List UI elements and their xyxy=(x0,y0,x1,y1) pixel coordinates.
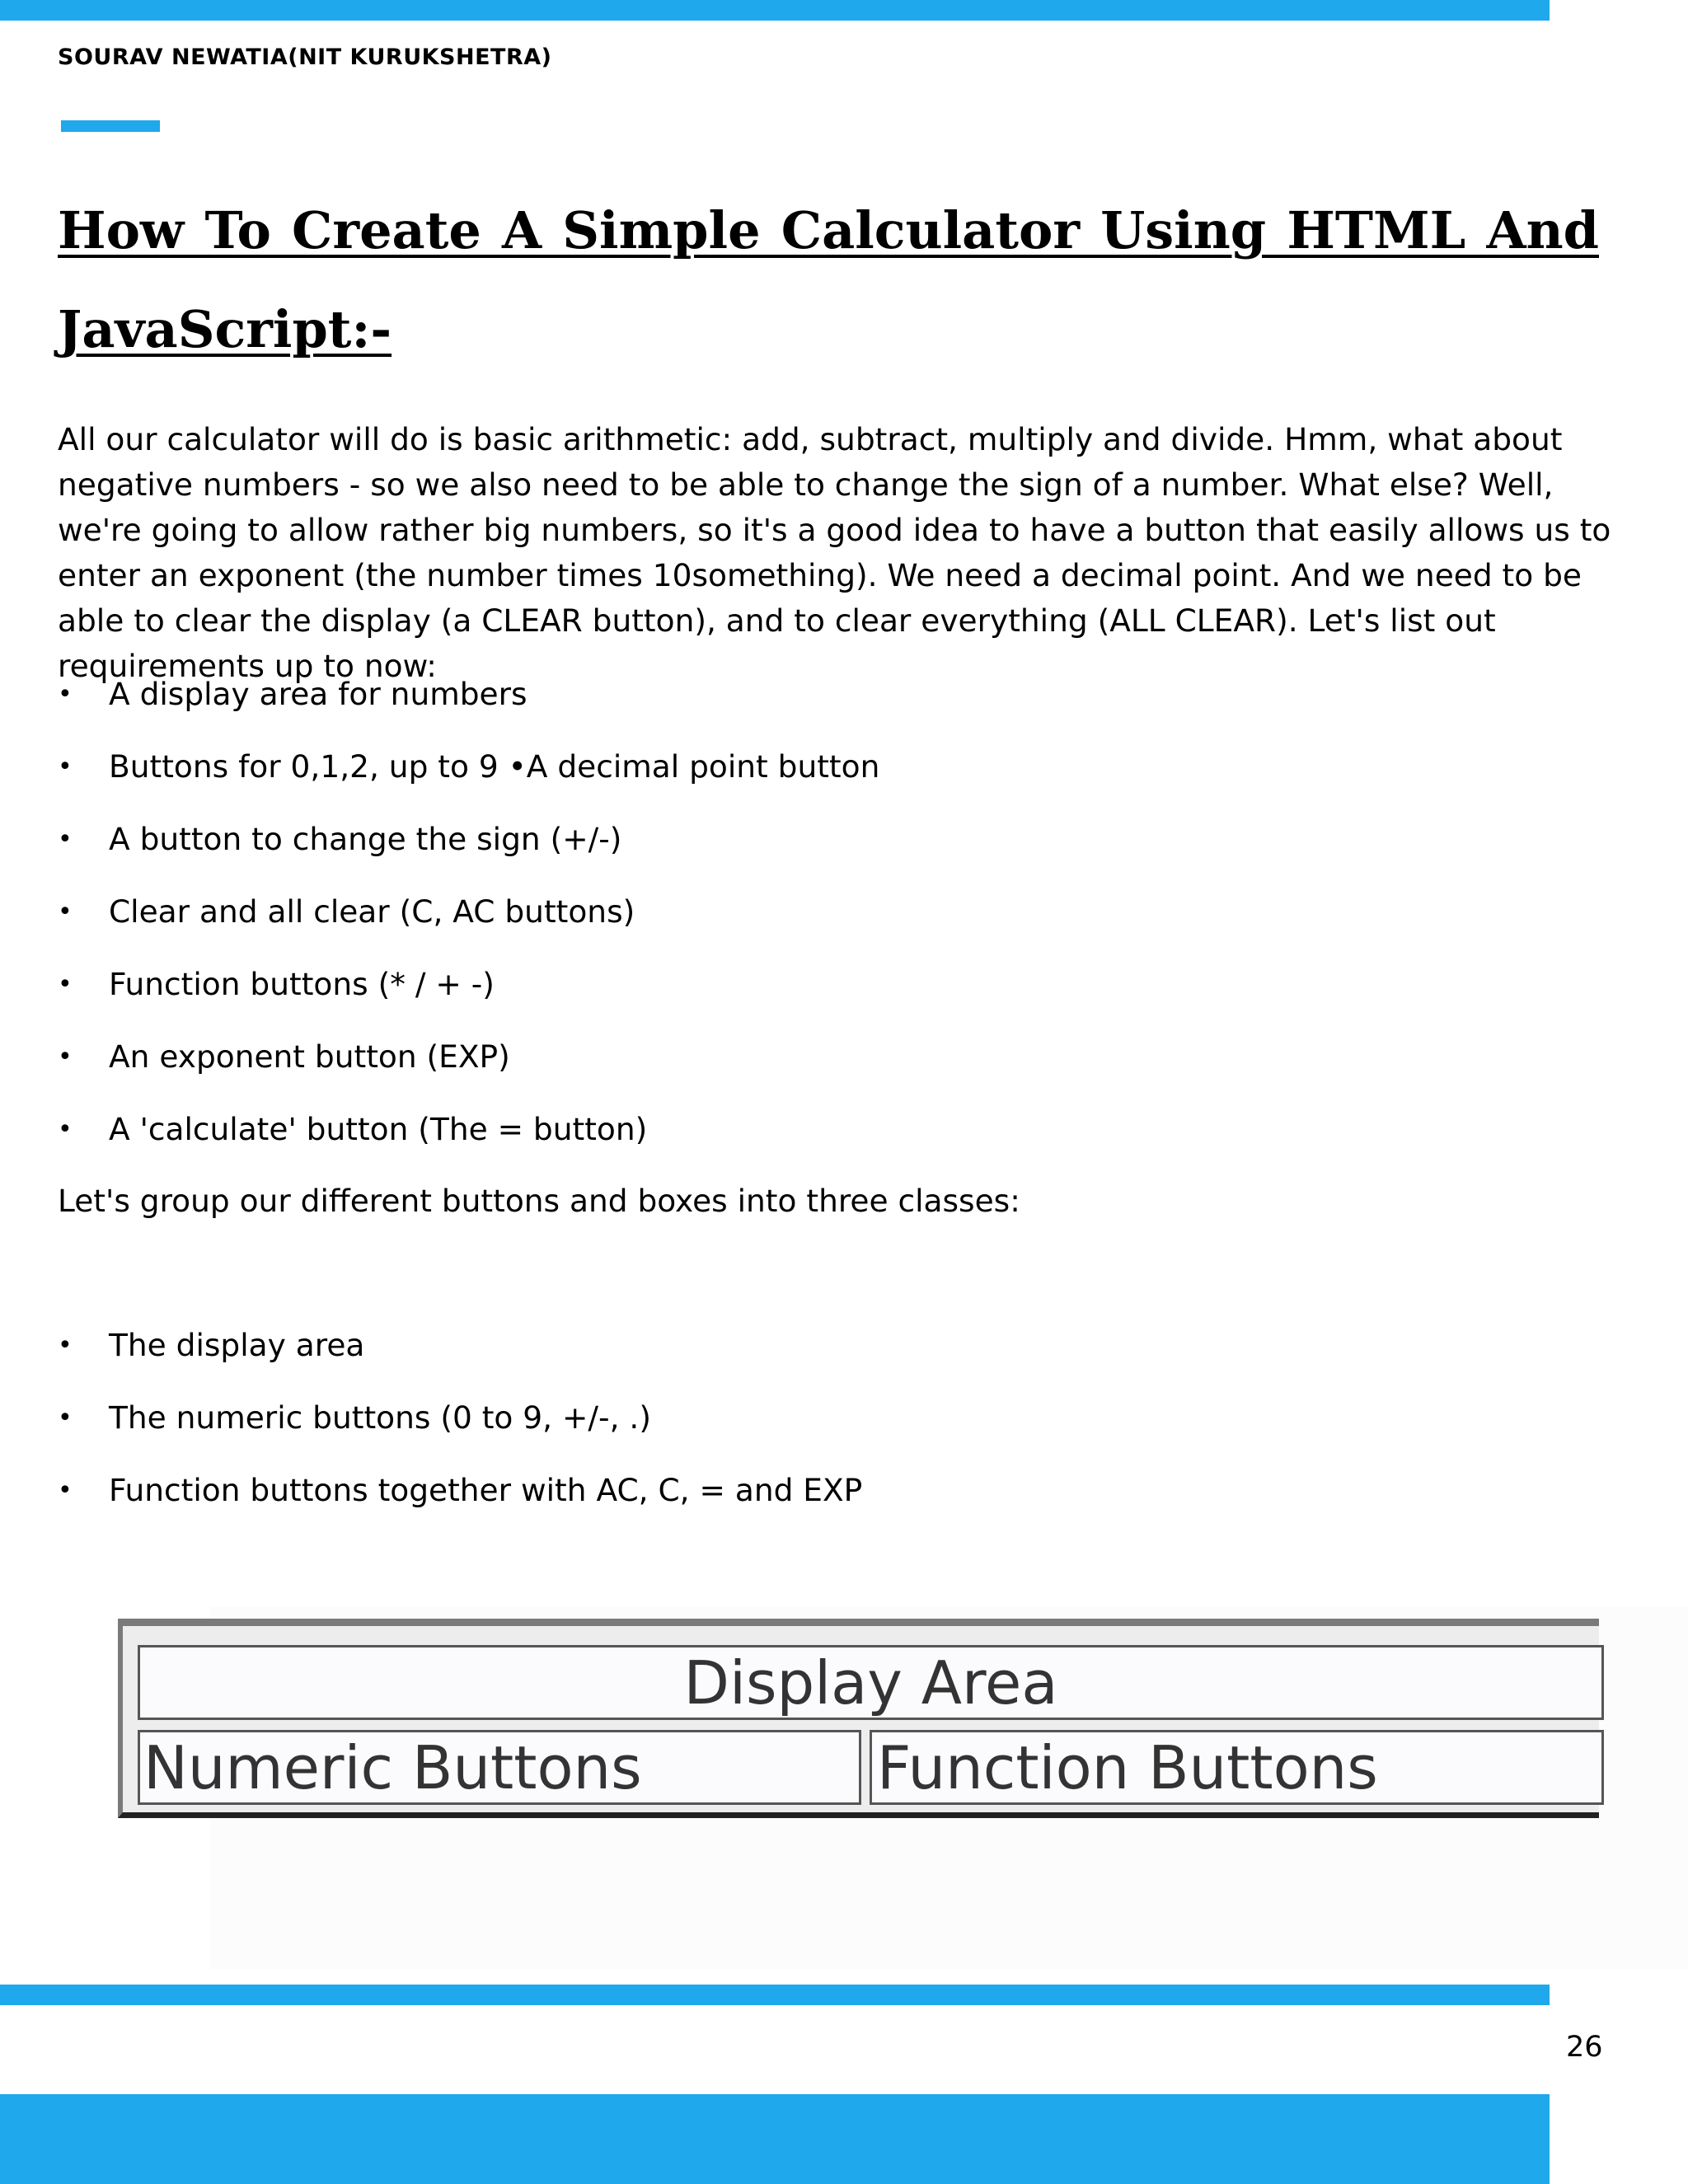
bullet-icon: • xyxy=(58,752,73,781)
bullet-icon: • xyxy=(58,1043,73,1071)
bullet-icon: • xyxy=(58,680,73,709)
bullet-icon: • xyxy=(58,898,73,926)
accent-dash xyxy=(61,120,160,132)
list-item xyxy=(58,1323,862,1395)
list-item-text: An exponent button (EXP) xyxy=(109,1038,510,1075)
bullet-icon: • xyxy=(58,1404,73,1432)
page-number: 26 xyxy=(1566,2031,1603,2064)
diagram-function-buttons: Function Buttons xyxy=(870,1730,1604,1805)
requirements-list xyxy=(58,672,879,1179)
classes-list xyxy=(58,1323,862,1540)
calculator-layout-diagram xyxy=(118,1619,1599,1818)
intro-paragraph: All our calculator will do is basic arithmetic: add, subtract, multiply and divide. Hmm, what about negative numbers - so we also need to be able to change the sign of a number. What else? Well, we're going to allow rather big numbers, so it's a good idea to have a button that easily allows us to enter an exponent (the number times 10something). We need a decimal point. And we need to be able to clear the display (a CLEAR button), and to clear everything (ALL CLEAR). Let's list out requirements up to now: xyxy=(58,421,1611,684)
list-item-text: The numeric buttons (0 to 9, +/-, .) xyxy=(109,1399,651,1436)
bullet-icon: • xyxy=(58,825,73,854)
bullet-icon: • xyxy=(58,1115,73,1144)
list-item-text: Function buttons (* / + -) xyxy=(109,966,495,1002)
list-item xyxy=(58,672,879,744)
list-item-text: Clear and all clear (C, AC buttons) xyxy=(109,893,635,930)
list-item-text: A display area for numbers xyxy=(109,676,528,712)
list-item xyxy=(58,744,879,817)
list-item xyxy=(58,1395,862,1468)
author-header: SOURAV NEWATIA(NIT KURUKSHETRA) xyxy=(58,45,552,70)
group-intro: Let's group our different buttons and boxes into three classes: xyxy=(58,1183,1020,1219)
list-item-text: A 'calculate' button (The = button) xyxy=(109,1111,648,1147)
bottom-accent-bar xyxy=(0,1985,1550,2005)
diagram-numeric-buttons: Numeric Buttons xyxy=(138,1730,861,1805)
list-item-text: Function buttons together with AC, C, = and EXP xyxy=(109,1472,863,1508)
diagram-display-area: Display Area xyxy=(138,1645,1604,1720)
list-item xyxy=(58,1468,862,1540)
bullet-icon: • xyxy=(58,1476,73,1505)
list-item xyxy=(58,962,879,1034)
list-item xyxy=(58,889,879,962)
list-item xyxy=(58,1034,879,1107)
list-item xyxy=(58,817,879,889)
list-item-text: Buttons for 0,1,2, up to 9 •A decimal point button xyxy=(109,748,880,785)
bullet-icon: • xyxy=(58,970,73,999)
bullet-icon: • xyxy=(58,1331,73,1360)
page-title: How To Create A Simple Calculator Using HTML And JavaScript:- xyxy=(58,200,1599,359)
list-item xyxy=(58,1107,879,1179)
footer-band xyxy=(0,2094,1550,2184)
list-item-text: The display area xyxy=(109,1327,365,1363)
list-item-text: A button to change the sign (+/-) xyxy=(109,821,622,857)
top-accent-bar xyxy=(0,0,1550,21)
